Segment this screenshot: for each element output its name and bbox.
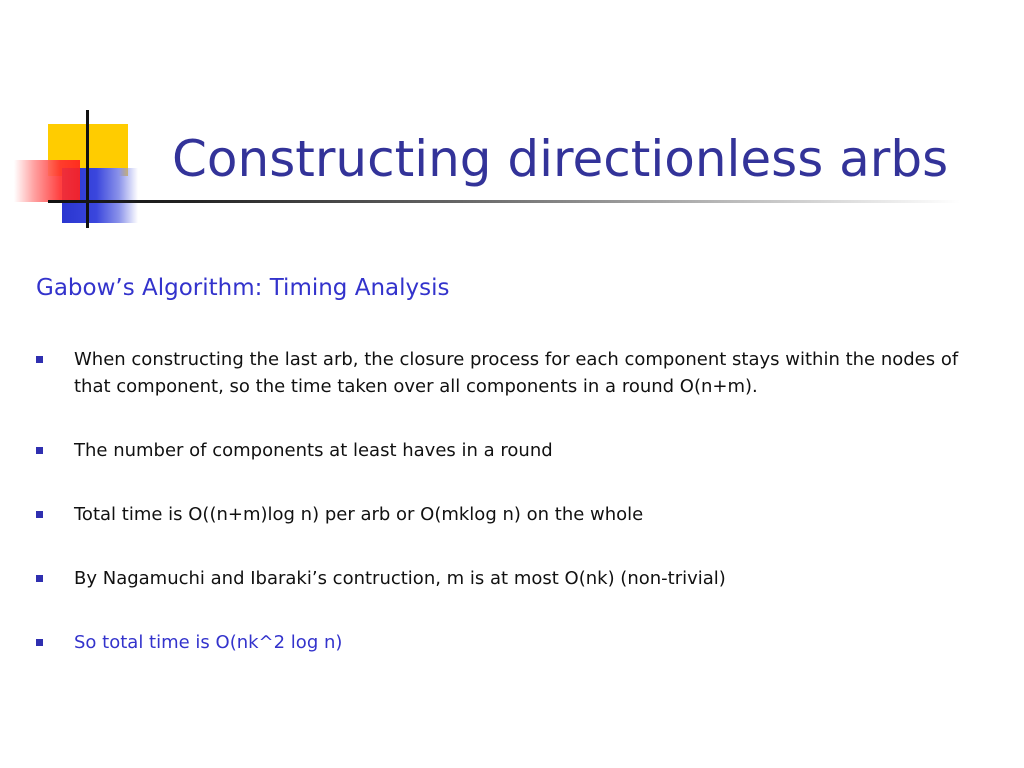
title-underline-rule (48, 200, 960, 203)
bullet-text: So total time is O(nk^2 log n) (74, 632, 343, 653)
bullet-list (36, 346, 966, 656)
square-bullet-icon (36, 447, 43, 454)
bullet-item (36, 565, 966, 592)
red-square-decoration (14, 160, 80, 202)
bullet-item (36, 501, 966, 528)
slide-subtitle: Gabow’s Algorithm: Timing Analysis (36, 275, 450, 301)
square-bullet-icon (36, 511, 43, 518)
bullet-item (36, 346, 966, 400)
bullet-text: The number of components at least haves in a round (74, 440, 553, 461)
vertical-rule-decoration (86, 110, 89, 228)
bullet-text: When constructing the last arb, the closure process for each component stays within the nodes of that component, so the time taken over all components in a round O(n+m). (74, 349, 959, 397)
square-bullet-icon (36, 575, 43, 582)
slide-title: Constructing directionless arbs (172, 130, 949, 188)
square-bullet-icon (36, 356, 43, 363)
bullet-text: By Nagamuchi and Ibaraki’s contruction, m is at most O(nk) (non-trivial) (74, 568, 726, 589)
bullet-item-conclusion (36, 629, 966, 656)
slide-decoration-logo (0, 0, 160, 240)
square-bullet-icon (36, 639, 43, 646)
bullet-text: Total time is O((n+m)log n) per arb or O(mklog n) on the whole (74, 504, 644, 525)
bullet-item (36, 437, 966, 464)
